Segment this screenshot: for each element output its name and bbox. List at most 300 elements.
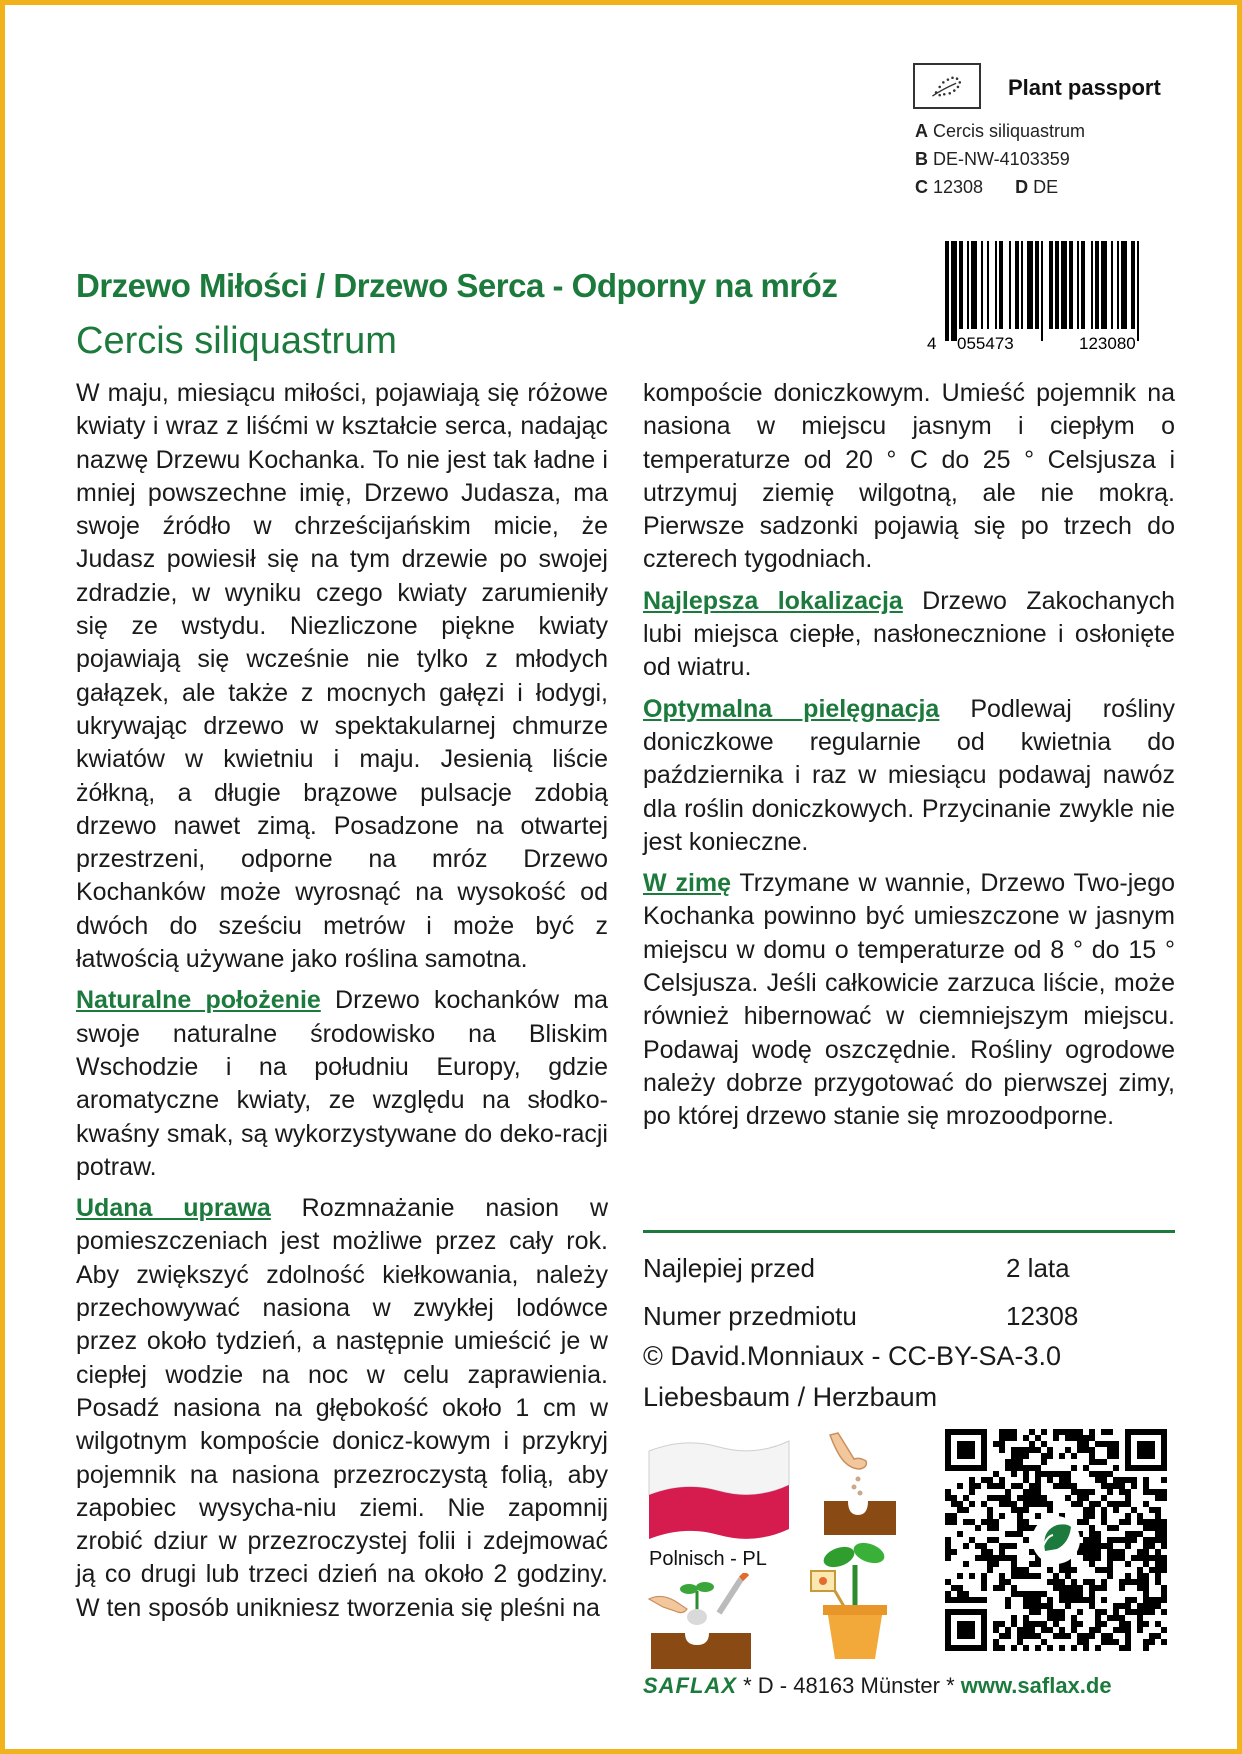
qr-module: [1101, 1471, 1107, 1477]
qr-module: [1035, 1603, 1041, 1609]
qr-module: [1137, 1441, 1155, 1459]
barcode-bar: [967, 241, 969, 329]
qr-module: [945, 1579, 951, 1585]
qr-module: [1113, 1549, 1119, 1555]
qr-module: [951, 1495, 957, 1501]
eu-organic-leaf-icon: [913, 63, 981, 109]
qr-module: [999, 1555, 1005, 1561]
barcode-bar: [999, 241, 1003, 329]
qr-module: [1155, 1597, 1161, 1603]
natural-heading: Naturalne położenie: [76, 986, 321, 1015]
qr-module: [1143, 1477, 1149, 1483]
qr-module: [951, 1549, 957, 1555]
qr-module: [1143, 1555, 1149, 1561]
qr-module: [1125, 1543, 1131, 1549]
qr-module: [1095, 1531, 1101, 1537]
barcode-bar: [1021, 241, 1023, 329]
qr-module: [1023, 1489, 1029, 1495]
qr-module: [1059, 1609, 1065, 1615]
qr-module: [1095, 1621, 1101, 1627]
qr-module: [1041, 1501, 1047, 1507]
qr-module: [1029, 1495, 1035, 1501]
qr-module: [1131, 1537, 1137, 1543]
qr-module: [1119, 1549, 1125, 1555]
qr-module: [1071, 1483, 1077, 1489]
winter-paragraph: [643, 867, 1175, 1133]
qr-module: [963, 1507, 969, 1513]
qr-module: [1155, 1633, 1161, 1639]
qr-module: [993, 1555, 999, 1561]
qr-module: [1095, 1645, 1101, 1651]
qr-module: [945, 1543, 951, 1549]
qr-module: [1107, 1447, 1113, 1453]
qr-module: [1083, 1645, 1089, 1651]
qr-module: [1161, 1609, 1167, 1615]
barcode: [927, 241, 1175, 351]
qr-module: [1035, 1471, 1041, 1477]
qr-module: [999, 1621, 1005, 1627]
qr-module: [981, 1579, 987, 1585]
qr-module: [1047, 1597, 1053, 1603]
qr-module: [1029, 1501, 1035, 1507]
qr-module: [1119, 1519, 1125, 1525]
qr-module: [1119, 1483, 1125, 1489]
passport-d-label: D: [1015, 177, 1029, 197]
qr-module: [1035, 1621, 1041, 1627]
qr-module: [1023, 1627, 1029, 1633]
qr-module: [1107, 1633, 1113, 1639]
qr-module: [1131, 1579, 1137, 1585]
qr-module: [1089, 1447, 1095, 1453]
qr-module: [1107, 1501, 1113, 1507]
qr-module: [981, 1573, 987, 1579]
qr-module: [1143, 1519, 1149, 1525]
qr-module: [1095, 1549, 1101, 1555]
qr-module: [1155, 1519, 1161, 1525]
qr-module: [1083, 1639, 1089, 1645]
passport-line-a: [915, 121, 1085, 142]
qr-module: [1041, 1627, 1047, 1633]
qr-module: [1101, 1483, 1107, 1489]
qr-module: [945, 1645, 987, 1651]
qr-module: [1083, 1513, 1089, 1519]
qr-module: [1107, 1453, 1113, 1459]
qr-code[interactable]: [945, 1429, 1167, 1651]
barcode-bar: [945, 241, 949, 341]
qr-module: [1113, 1627, 1119, 1633]
qr-module: [1071, 1645, 1077, 1651]
qr-module: [969, 1483, 975, 1489]
qr-module: [1083, 1549, 1089, 1555]
qr-module: [1011, 1447, 1017, 1453]
text-column-right: [643, 377, 1175, 1142]
passport-line-b: [915, 149, 1070, 170]
qr-module: [1155, 1603, 1161, 1609]
qr-module: [1041, 1429, 1047, 1435]
qr-module: [957, 1597, 963, 1603]
qr-module: [1065, 1597, 1071, 1603]
qr-module: [1065, 1447, 1071, 1453]
qr-module: [1077, 1495, 1083, 1501]
qr-module: [1029, 1573, 1035, 1579]
qr-module: [1017, 1639, 1023, 1645]
qr-module: [1137, 1609, 1143, 1615]
qr-module: [1113, 1501, 1119, 1507]
qr-module: [1125, 1621, 1131, 1627]
qr-module: [1023, 1591, 1029, 1597]
passport-c-value: 12308: [933, 177, 984, 197]
qr-module: [957, 1591, 963, 1597]
qr-module: [981, 1549, 987, 1555]
qr-module: [969, 1501, 975, 1507]
qr-module: [1125, 1477, 1131, 1483]
qr-module: [957, 1507, 963, 1513]
qr-module: [1005, 1489, 1011, 1495]
qr-module: [1119, 1627, 1125, 1633]
location-text: Drzewo Zakochanych lubi miejsca ciepłe, nasłonecznione i osłonięte od wiatru.: [643, 586, 1175, 682]
qr-module: [1089, 1579, 1095, 1585]
qr-module: [1089, 1501, 1095, 1507]
qr-module: [1041, 1603, 1047, 1609]
qr-module: [1101, 1513, 1107, 1519]
qr-module: [999, 1495, 1005, 1501]
qr-module: [1017, 1447, 1023, 1453]
qr-module: [1101, 1543, 1107, 1549]
qr-module: [1071, 1501, 1077, 1507]
qr-module: [1059, 1645, 1065, 1651]
qr-module: [1023, 1453, 1029, 1459]
qr-module: [1119, 1489, 1125, 1495]
barcode-bar: [1049, 241, 1053, 329]
qr-module: [1035, 1477, 1041, 1483]
qr-module: [1149, 1609, 1155, 1615]
qr-module: [1155, 1513, 1161, 1519]
qr-module: [1047, 1645, 1053, 1651]
qr-module: [945, 1555, 951, 1561]
cultivation-text: Rozmnażanie nasion w pomieszczeniach jest możliwe przez cały rok. Aby zwiększyć zdolność kiełkowania, należy przechowywać nasiona w zwykłej lodówce przez około tydzień, a następnie umieścić je w ciepłej wodzie na noc w celu zaprawienia. Posadź nasiona na głębokość około 1 cm w wilgotnym kompoście donicz-kowym i przykryj pojemnik na nasiona przezroczystą folią, aby zapobiec wysycha-niu ziemi. Nie zapomnij zrobić dziur w przezroczystej folii i zdejmować ją co drugi lub trzeci dzień na około 2 godziny. W ten sposób unikniesz tworzenia się pleśni na: [76, 1194, 609, 1622]
barcode-bar: [1111, 241, 1113, 329]
qr-module: [957, 1441, 975, 1459]
qr-module: [1143, 1603, 1149, 1609]
qr-module: [1161, 1537, 1167, 1543]
qr-module: [1029, 1633, 1035, 1639]
barcode-bar: [1035, 241, 1039, 329]
qr-module: [1101, 1621, 1107, 1627]
qr-module: [999, 1573, 1005, 1579]
qr-module: [1023, 1645, 1029, 1651]
potted-seedling-graphic: [805, 1535, 905, 1663]
qr-module: [1059, 1597, 1065, 1603]
qr-module: [1053, 1483, 1059, 1489]
passport-c-label: C: [915, 177, 928, 197]
qr-module: [1161, 1555, 1167, 1561]
qr-module: [1047, 1579, 1053, 1585]
qr-module: [1143, 1489, 1149, 1495]
qr-module: [1089, 1453, 1095, 1459]
qr-module: [1131, 1507, 1137, 1513]
qr-module: [1101, 1609, 1107, 1615]
qr-module: [1113, 1441, 1119, 1447]
barcode-bar: [1055, 241, 1059, 329]
qr-module: [1005, 1555, 1011, 1561]
barcode-bar: [1015, 241, 1019, 329]
qr-module: [1101, 1633, 1107, 1639]
qr-module: [945, 1549, 951, 1555]
qr-module: [1143, 1483, 1149, 1489]
qr-module: [1065, 1561, 1071, 1567]
care-heading: Optymalna pielęgnacja: [643, 694, 940, 723]
qr-module: [1059, 1579, 1065, 1585]
qr-module: [1011, 1561, 1017, 1567]
qr-module: [951, 1597, 957, 1603]
intro-paragraph: W maju, miesiącu miłości, pojawiają się różowe kwiaty i wraz z liśćmi w kształcie serca, nadając nazwę Drzewu Kochanka. To nie jest tak ładne i mniej powszechne imię, Drzewo Judasza, ma swoje źródło w chrześcijańskim micie, że Judasz powiesił się na tym drzewie po swojej zdradzie, w wyniku czego kwiaty zarumieniły się ze wstydu. Niezliczone piękne kwiaty pojawiają się wcześnie nie tylko z młodych gałązek, ale także z mocnych gałęzi i łodygi, ukrywając drzewo w spektakularnej chmurze kwiatów w kwietniu i maju. Jesienią liście żółkną, a długie brązowe pulsacje zdobią drzewo nawet zimą. Posadzone na otwartej przestrzeni, odporne na mróz Drzewo Kochanków może wyrosnąć na wysokość od dwóch do sześciu metrów i może być z łatwością używane jako roślina samotna.: [76, 379, 608, 974]
qr-module: [1125, 1597, 1131, 1603]
qr-module: [1095, 1543, 1101, 1549]
qr-module: [1125, 1645, 1131, 1651]
qr-module: [1041, 1495, 1047, 1501]
qr-module: [1065, 1591, 1071, 1597]
potted-seedling-icon: [805, 1535, 905, 1663]
qr-module: [999, 1585, 1005, 1591]
qr-module: [1035, 1573, 1041, 1579]
qr-module: [1095, 1555, 1101, 1561]
qr-module: [1065, 1429, 1071, 1435]
qr-module: [1071, 1627, 1077, 1633]
qr-module: [1137, 1603, 1143, 1609]
qr-module: [1083, 1579, 1089, 1585]
qr-module: [1107, 1639, 1113, 1645]
qr-module: [945, 1591, 951, 1597]
qr-module: [1125, 1603, 1131, 1609]
qr-module: [1095, 1627, 1101, 1633]
qr-module: [993, 1471, 999, 1477]
qr-module: [1101, 1585, 1107, 1591]
qr-module: [1143, 1591, 1149, 1597]
qr-module: [1005, 1633, 1011, 1639]
qr-module: [1113, 1639, 1119, 1645]
qr-module: [1005, 1603, 1011, 1609]
qr-module: [945, 1429, 951, 1471]
qr-module: [1077, 1519, 1083, 1525]
qr-module: [1149, 1603, 1155, 1609]
qr-module: [957, 1621, 975, 1639]
product-title-polish: Drzewo Miłości / Drzewo Serca - Odporny na mróz: [76, 267, 838, 304]
qr-module: [1089, 1633, 1095, 1639]
qr-module: [975, 1555, 981, 1561]
qr-module: [1023, 1621, 1029, 1627]
winter-text: Trzymane w wannie, Drzewo Two-jego Kochanka powinno być umieszczone w jasnym miejscu w domu o temperaturze od 8 ° do 15 ° Celsjusza. Jeśli całkowicie zarzuca liście, może również hibernować w ciemniejszym miejscu. Podawaj wodę oszczędnie. Rośliny ogrodowe należy dobrze przygotować do pierwszej zimy, po której drzewo stanie się mrozoodporne.: [643, 869, 1175, 1131]
qr-module: [1017, 1633, 1023, 1639]
qr-module: [1029, 1591, 1035, 1597]
qr-module: [1023, 1477, 1029, 1483]
qr-module: [1017, 1567, 1023, 1573]
qr-module: [1047, 1501, 1053, 1507]
qr-module: [1047, 1507, 1053, 1513]
qr-module: [1119, 1579, 1125, 1585]
qr-module: [1029, 1561, 1035, 1567]
qr-module: [1125, 1609, 1131, 1615]
qr-module: [999, 1579, 1005, 1585]
barcode-bar: [987, 241, 989, 329]
barcode-bar: [1081, 241, 1085, 329]
qr-module: [945, 1597, 951, 1603]
qr-module: [1155, 1531, 1161, 1537]
qr-module: [1083, 1519, 1089, 1525]
qr-module: [999, 1513, 1005, 1519]
cultivation-paragraph: [76, 1192, 608, 1625]
qr-module: [1107, 1573, 1113, 1579]
barcode-bar: [1091, 241, 1093, 329]
qr-module: [1101, 1579, 1107, 1585]
qr-module: [1023, 1435, 1029, 1441]
planting-icon: [647, 1573, 755, 1673]
qr-module: [1095, 1567, 1101, 1573]
qr-module: [1089, 1531, 1095, 1537]
qr-module: [1137, 1555, 1143, 1561]
qr-module: [1023, 1519, 1029, 1525]
qr-module: [1137, 1615, 1143, 1621]
qr-module: [1101, 1441, 1107, 1447]
qr-module: [1029, 1465, 1035, 1471]
qr-module: [1149, 1537, 1155, 1543]
qr-module: [1023, 1537, 1029, 1543]
qr-module: [1077, 1549, 1083, 1555]
qr-module: [1059, 1567, 1065, 1573]
qr-module: [1029, 1597, 1035, 1603]
qr-module: [1131, 1597, 1137, 1603]
qr-module: [993, 1483, 999, 1489]
qr-module: [1059, 1483, 1065, 1489]
qr-module: [1089, 1627, 1095, 1633]
qr-module: [1083, 1447, 1089, 1453]
qr-module: [1059, 1627, 1065, 1633]
qr-module: [975, 1525, 981, 1531]
qr-module: [1161, 1531, 1167, 1537]
qr-module: [1143, 1585, 1149, 1591]
qr-module: [1041, 1441, 1047, 1447]
qr-module: [1053, 1579, 1059, 1585]
qr-module: [1023, 1525, 1029, 1531]
qr-module: [1023, 1471, 1029, 1477]
qr-module: [1047, 1615, 1053, 1621]
qr-module: [1107, 1555, 1113, 1561]
qr-module: [1071, 1453, 1077, 1459]
qr-module: [1011, 1429, 1017, 1435]
qr-module: [1089, 1561, 1095, 1567]
qr-module: [1035, 1561, 1041, 1567]
qr-module: [987, 1555, 993, 1561]
qr-module: [1089, 1507, 1095, 1513]
qr-module: [1077, 1585, 1083, 1591]
qr-module: [1053, 1615, 1059, 1621]
qr-module: [1041, 1591, 1047, 1597]
qr-module: [1077, 1639, 1083, 1645]
qr-module: [1077, 1501, 1083, 1507]
qr-module: [999, 1483, 1005, 1489]
qr-module: [1041, 1459, 1047, 1465]
qr-module: [1119, 1621, 1125, 1627]
qr-module: [1143, 1609, 1149, 1615]
qr-module: [987, 1519, 993, 1525]
website-link[interactable]: www.saflax.de: [960, 1673, 1112, 1698]
qr-module: [1125, 1639, 1131, 1645]
barcode-bar: [1137, 241, 1139, 341]
qr-module: [1035, 1447, 1041, 1453]
barcode-digits-2: 055473: [957, 334, 1014, 351]
qr-module: [945, 1495, 951, 1501]
qr-module: [1017, 1453, 1023, 1459]
qr-module: [1053, 1471, 1059, 1477]
qr-module: [1107, 1441, 1113, 1447]
qr-module: [1059, 1477, 1065, 1483]
qr-module: [999, 1429, 1005, 1435]
qr-module: [1161, 1543, 1167, 1549]
natural-text: Drzewo kochanków ma swoje naturalne środowisko na Bliskim Wschodzie i na południu Europy, gdzie aromatyczne kwiaty, ze względu na słodko-kwaśny smak, są wykorzystywane do deko-racji potraw.: [76, 986, 608, 1181]
qr-module: [1149, 1567, 1155, 1573]
passport-line-cd: [915, 177, 1058, 198]
qr-module: [1095, 1471, 1101, 1477]
qr-module: [1065, 1483, 1071, 1489]
qr-module: [1011, 1459, 1017, 1465]
barcode-graphic: [927, 241, 1175, 351]
qr-module: [1155, 1489, 1161, 1495]
qr-module: [1161, 1639, 1167, 1645]
qr-module: [1071, 1489, 1077, 1495]
qr-module: [1071, 1585, 1077, 1591]
qr-module: [1155, 1621, 1161, 1627]
qr-module: [1035, 1591, 1041, 1597]
qr-module: [999, 1501, 1005, 1507]
qr-module: [1059, 1615, 1065, 1621]
qr-module: [1053, 1435, 1059, 1441]
qr-module: [1005, 1495, 1011, 1501]
qr-module: [1161, 1477, 1167, 1483]
qr-module: [1023, 1597, 1029, 1603]
qr-module: [951, 1513, 957, 1519]
qr-module: [1119, 1537, 1125, 1543]
qr-module: [1065, 1633, 1071, 1639]
qr-module: [1005, 1501, 1011, 1507]
qr-module: [1119, 1477, 1125, 1483]
qr-module: [993, 1561, 999, 1567]
barcode-bar: [1009, 241, 1011, 329]
qr-module: [945, 1537, 951, 1543]
qr-module: [1149, 1519, 1155, 1525]
qr-module: [1113, 1609, 1119, 1615]
qr-module: [1107, 1525, 1113, 1531]
qr-module: [999, 1441, 1005, 1447]
qr-module: [1077, 1447, 1083, 1453]
qr-module: [957, 1585, 963, 1591]
barcode-bar: [1069, 241, 1073, 329]
qr-module: [963, 1543, 969, 1549]
qr-module: [1059, 1633, 1065, 1639]
qr-module: [1131, 1531, 1137, 1537]
qr-module: [1161, 1627, 1167, 1633]
qr-module: [1083, 1495, 1089, 1501]
qr-module: [1083, 1597, 1089, 1603]
info-divider: [643, 1230, 1175, 1233]
qr-module: [1137, 1585, 1143, 1591]
barcode-bar: [995, 241, 997, 329]
qr-module: [1053, 1633, 1059, 1639]
qr-module: [1101, 1507, 1107, 1513]
qr-module: [1161, 1495, 1167, 1501]
qr-module: [993, 1621, 999, 1627]
qr-module: [969, 1573, 975, 1579]
qr-module: [1125, 1465, 1167, 1471]
qr-module: [987, 1483, 993, 1489]
